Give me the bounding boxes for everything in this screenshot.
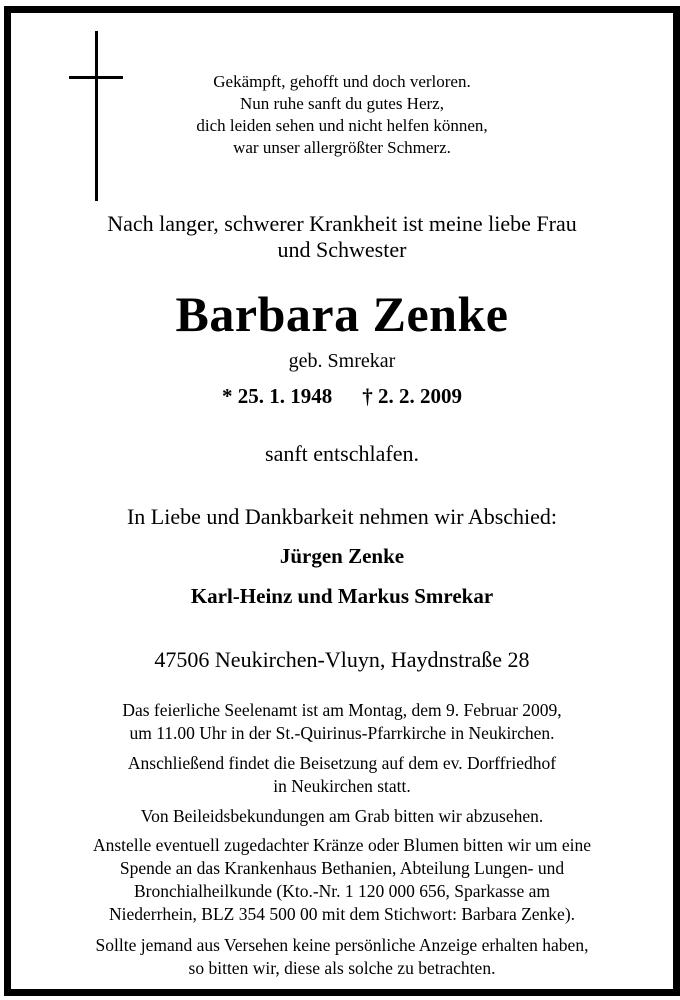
- poem-line: war unser allergrößter Schmerz.: [233, 138, 451, 157]
- service-line: um 11.00 Uhr in der St.-Quirinus-Pfarrkirche in Neukirchen.: [129, 723, 555, 743]
- death-date: † 2. 2. 2009: [362, 384, 462, 408]
- service-line: Das feierliche Seelenamt ist am Montag, dem 9. Februar 2009,: [122, 700, 562, 720]
- mourner-name: Karl-Heinz und Markus Smrekar: [190, 584, 494, 608]
- donation-line: Anstelle eventuell zugedachter Kränze oder Blumen bitten wir um eine: [92, 835, 592, 855]
- closing-line: so bitten wir, diese als solche zu betrachten.: [188, 958, 496, 978]
- condolence-line: Von Beileidsbekundungen am Grab bitten wir abzusehen.: [140, 806, 544, 826]
- deceased-name: Barbara Zenke: [175, 286, 509, 342]
- intro-line: Nach langer, schwerer Krankheit ist meine liebe Frau: [107, 211, 577, 236]
- poem-line: Gekämpft, gehofft und doch verloren.: [213, 72, 471, 91]
- donation-line: Niederrhein, BLZ 354 500 00 mit dem Stichwort: Barbara Zenke).: [108, 904, 576, 924]
- life-dates: [11, 384, 673, 409]
- closing-line: Sollte jemand aus Versehen keine persönliche Anzeige erhalten haben,: [95, 935, 589, 955]
- burial-line: Anschließend findet die Beisetzung auf dem ev. Dorffriedhof: [127, 753, 557, 773]
- birth-name: geb. Smrekar: [288, 350, 396, 372]
- donation-line: Spende an das Krankenhaus Bethanien, Abteilung Lungen- und: [119, 858, 565, 878]
- donation-line: Bronchialheilkunde (Kto.-Nr. 1 120 000 656, Sparkasse am: [133, 881, 551, 901]
- birth-date: * 25. 1. 1948: [222, 384, 333, 408]
- poem-line: dich leiden sehen und nicht helfen können,: [196, 116, 488, 135]
- intro-line: und Schwester: [277, 237, 407, 262]
- burial-line: in Neukirchen statt.: [273, 776, 411, 796]
- obituary-frame: [4, 6, 680, 996]
- passed-text: sanft entschlafen.: [265, 441, 419, 466]
- address: 47506 Neukirchen-Vluyn, Haydnstraße 28: [154, 647, 530, 672]
- mourner-name: Jürgen Zenke: [279, 544, 405, 568]
- farewell-text: In Liebe und Dankbarkeit nehmen wir Abschied:: [126, 504, 558, 529]
- poem-line: Nun ruhe sanft du gutes Herz,: [240, 94, 444, 113]
